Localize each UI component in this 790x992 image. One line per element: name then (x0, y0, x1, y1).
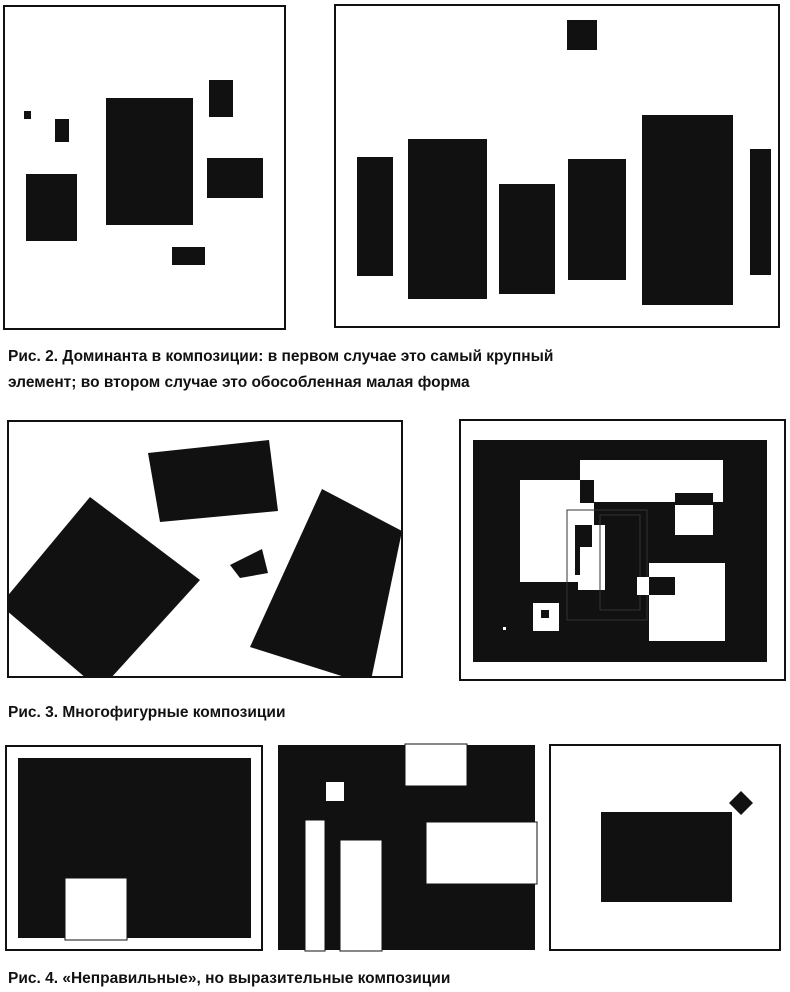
bar (568, 159, 626, 280)
fig3-caption: Рис. 3. Многофигурные композиции (8, 704, 286, 721)
bar (408, 139, 487, 299)
black-rectangle (601, 812, 732, 902)
fig4-panel-white-forms (275, 740, 540, 955)
white-square (649, 563, 725, 641)
small-square (24, 111, 31, 119)
medium-rectangle (26, 174, 77, 241)
fig2-caption (8, 344, 553, 396)
fig4-panel-corner-square (0, 740, 270, 955)
checker-cell (580, 503, 594, 525)
small-white-square (326, 782, 344, 801)
bar (750, 149, 771, 275)
white-rectangle (405, 744, 467, 786)
black-band (675, 493, 713, 505)
white-rectangle (426, 822, 537, 884)
checker-cell (649, 577, 675, 595)
fig3-panel-overlapping-squares (455, 415, 790, 685)
white-rectangle (520, 480, 580, 582)
fig2-panel-largest-element (0, 0, 320, 335)
small-rectangle (172, 247, 205, 265)
bar (357, 157, 393, 276)
white-dot (503, 627, 506, 630)
black-field (18, 758, 251, 938)
white-square (65, 878, 127, 940)
small-rectangle (209, 80, 233, 117)
dominant-rectangle (106, 98, 193, 225)
bar (499, 184, 555, 294)
white-pillar (340, 840, 382, 951)
fig3-panel-rotated-shapes (0, 415, 410, 685)
bar (642, 115, 733, 305)
isolated-small-square (567, 20, 597, 50)
fig2-caption-line2: элемент; во втором случае это обособленная малая форма (8, 374, 470, 391)
checker-cell (575, 525, 592, 547)
tiny-black-square (541, 610, 549, 618)
fig2-caption-line1: Рис. 2. Доминанта в композиции: в первом случае это самый крупный (8, 348, 554, 365)
fig4-panel-rectangle-and-diamond (545, 740, 790, 955)
checker-cell (580, 480, 594, 502)
medium-rectangle (207, 158, 263, 198)
tilted-rectangle (148, 440, 278, 522)
small-rectangle (55, 119, 69, 142)
fig4-caption: Рис. 4. «Неправильные», но выразительные композиции (8, 970, 451, 987)
white-pillar (305, 820, 325, 951)
checker-cell (637, 577, 649, 595)
fig2-panel-isolated-form (330, 0, 790, 335)
checker-cell (575, 547, 580, 575)
